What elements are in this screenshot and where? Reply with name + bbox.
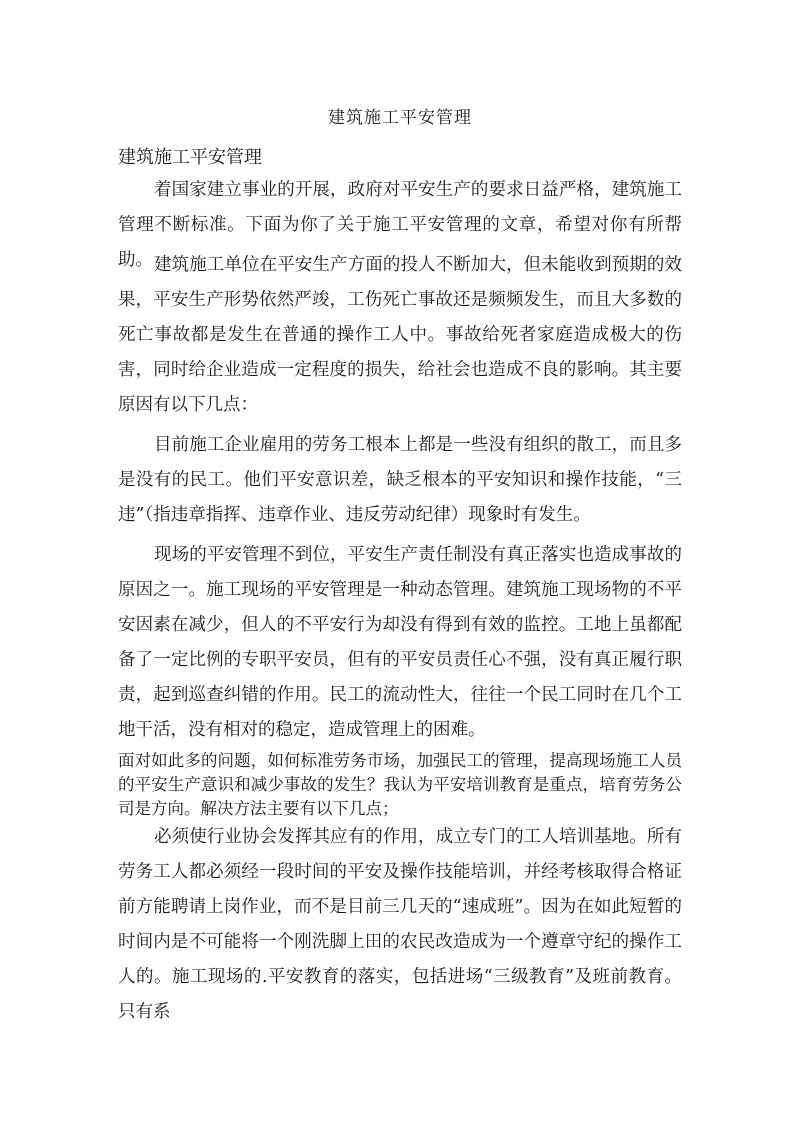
paragraph-investment: 建筑施工单位在平安生产方面的投人不断加大，但未能收到预期的效果，平安生产形势依然严竣，工伤死亡事故还是频频发生，而且大多数的死亡事故都是发生在普通的操作工人中。事故给死者家庭造成极大的伤害，同时给企业造成一定程度的损失，给社会也造成不良的影响。其主要原因有以下几点： [118,255,682,415]
paragraph-solutions: 面对如此多的问题，如何标准劳务市场，加强民工的管理，提高现场施工人员的平安生产意识和减少事故的发生？我认为平安培训教育是重点，培育劳务公司是方向。解决方法主要有以下几点； [118,751,682,818]
paragraph-intro: 着国家建立事业的开展，政府对平安生产的要求日益严格，建筑施工管理不断标准。下面为你了关于施工平安管理的文章，希望对你有所帮助。 [118,180,682,270]
paragraph-workers: 目前施工企业雇用的劳务工根本上都是一些没有组织的散工，而且多是没有的民工。他们平安意识差，缺乏根本的平安知识和操作技能，“三违”（指违章指挥、违章作业、违反劳动纪律）现象时有发生。 [118,435,682,525]
document-subtitle: 建筑施工平安管理 [118,147,262,168]
paragraph-site-management: 现场的平安管理不到位，平安生产责任制没有真正落实也造成事故的原因之一。施工现场的平安管理是一种动态管理。建筑施工现场物的不平安因素在减少，但人的不平安行为却没有得到有效的监控。工地上虽都配备了一定比例的专职平安员，但有的平安员责任心不强，没有真正履行职责，起到巡查纠错的作用。民工的流动性大，往往一个民工同时在几个工地干活，没有相对的稳定，造成管理上的困难。 [118,545,682,740]
paragraph-training: 必须使行业协会发挥其应有的作用，成立专门的工人培训基地。所有劳务工人都必须经一段时间的平安及操作技能培训，并经考核取得合格证前方能聘请上岗作业，而不是目前三几天的“速成班”。因为在如此短暂的时间内是不可能将一个刚洗脚上田的农民改造成为一个遵章守纪的操作工人的。施工现场的.平安教育的落实，包括进场“三级教育”及班前教育。只有系 [118,827,682,1022]
document-title: 建筑施工平安管理 [328,108,472,128]
